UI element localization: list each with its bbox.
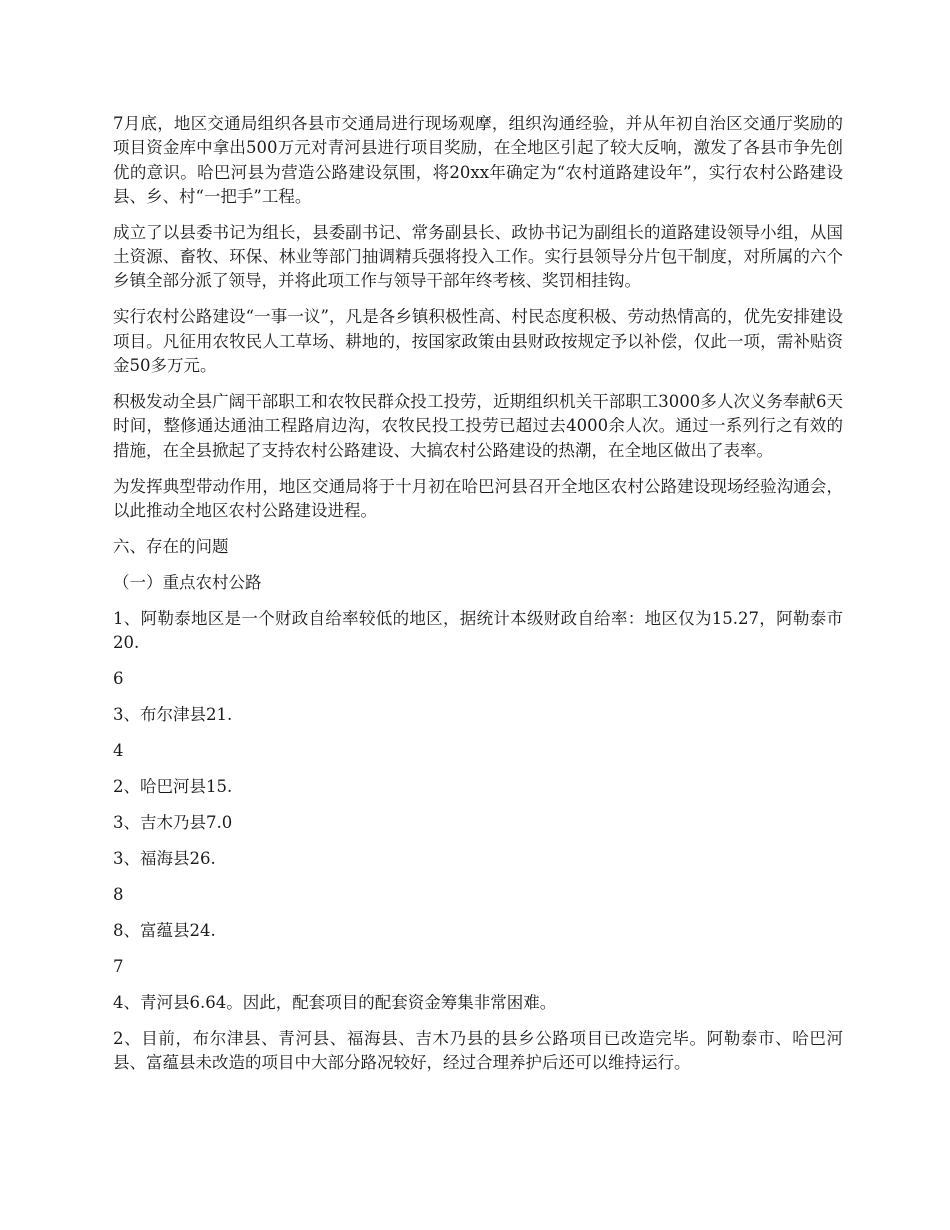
paragraph: 积极发动全县广阔干部职工和农牧民群众投工投劳，近期组织机关干部职工3000多人次义务奉献6天时间，整修通达通油工程路肩边沟，农牧民投工投劳已超过去4000余人次。通过一系列行之有效的措施，在全县掀起了支持农村公路建设、大搞农村公路建设的热潮，在全地区做出了表率。 xyxy=(113,392,843,460)
paragraph: 7 xyxy=(113,957,124,977)
document-body xyxy=(113,112,843,1087)
list-item: 3、福海县26. xyxy=(113,849,216,869)
paragraph: 为发挥典型带动作用，地区交通局将于十月初在哈巴河县召开全地区农村公路建设现场经验沟通会，以此推动全地区农村公路建设进程。 xyxy=(113,476,843,520)
paragraph: 8 xyxy=(113,885,124,905)
subsection-heading: （一）重点农村公路 xyxy=(113,572,262,592)
list-item: 2、目前，布尔津县、青河县、福海县、吉木乃县的县乡公路项目已改造完毕。阿勒泰市、哈巴河县、富蕴县未改造的项目中大部分路况较好，经过合理养护后还可以维持运行。 xyxy=(113,1028,843,1073)
section-heading: 六、存在的问题 xyxy=(113,536,229,556)
list-item: 1、阿勒泰地区是一个财政自给率较低的地区，据统计本级财政自给率：地区仅为15.27，阿勒泰市20. xyxy=(113,608,843,653)
list-item: 3、布尔津县21. xyxy=(113,705,233,725)
paragraph: 成立了以县委书记为组长，县委副书记、常务副县长、政协书记为副组长的道路建设领导小组，从国土资源、畜牧、环保、林业等部门抽调精兵强将投入工作。实行县领导分片包干制度，对所属的六个乡镇全部分派了领导，并将此项工作与领导干部年终考核、奖罚相挂钩。 xyxy=(113,222,843,291)
paragraph: 7月底，地区交通局组织各县市交通局进行现场观摩，组织沟通经验，并从年初自治区交通厅奖励的项目资金库中拿出500万元对青河县进行项目奖励，在全地区引起了较大反响，激发了各县市争先创优的意识。哈巴河县为营造公路建设氛围，将20xx年确定为“农村道路建设年”，实行农村公路建设县、乡、村“一把手”工程。 xyxy=(113,114,843,206)
list-item: 4、青河县6.64。因此，配套项目的配套资金筹集非常困难。 xyxy=(113,993,557,1012)
list-item: 3、吉木乃县7.0 xyxy=(113,813,233,833)
list-item: 8、富蕴县24. xyxy=(113,921,216,941)
paragraph: 6 xyxy=(113,669,124,689)
paragraph: 实行农村公路建设“一事一议”，凡是各乡镇积极性高、村民态度积极、劳动热情高的，优先安排建设项目。凡征用农牧民人工草场、耕地的，按国家政策由县财政按规定予以补偿，仅此一项，需补贴资金50多万元。 xyxy=(113,307,843,376)
list-item: 2、哈巴河县15. xyxy=(113,777,233,797)
paragraph: 4 xyxy=(113,741,124,761)
